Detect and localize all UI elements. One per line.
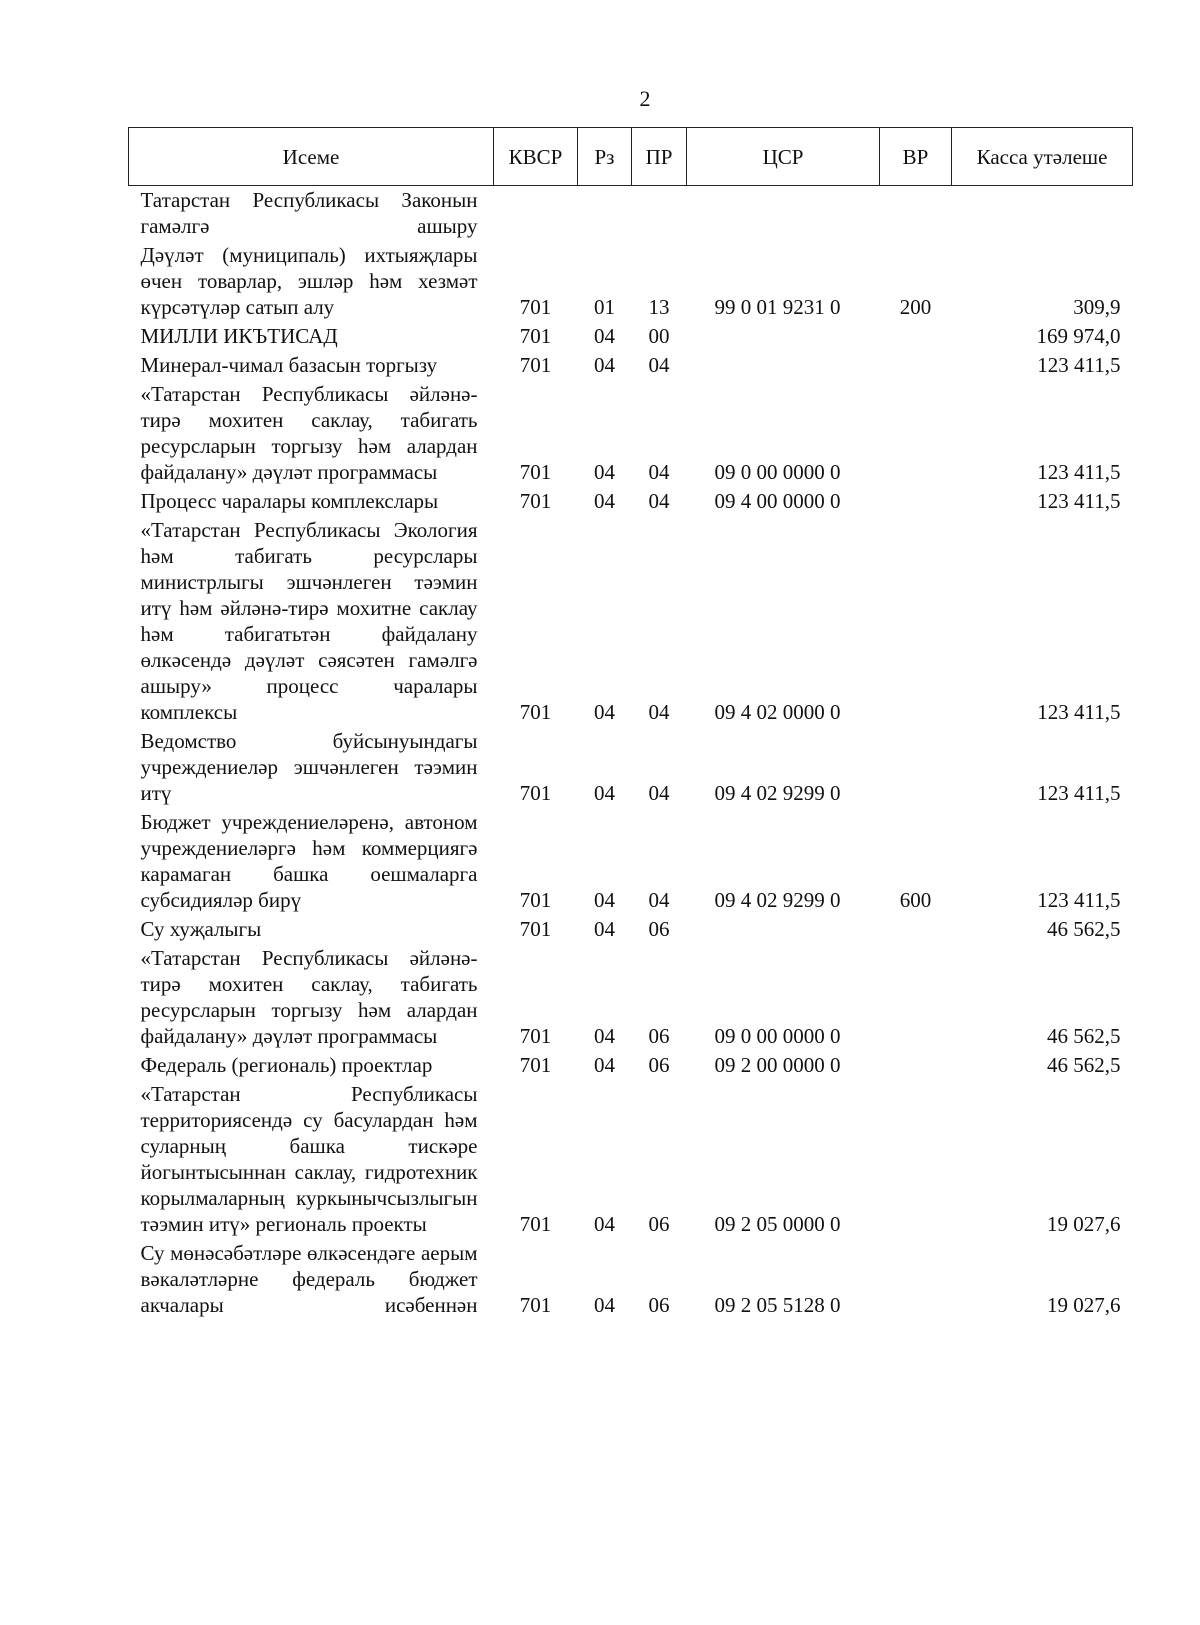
row-pr: 06 xyxy=(648,1293,670,1317)
table-header xyxy=(129,128,1133,186)
row-csr: 09 4 02 9299 0 xyxy=(714,888,841,912)
row-kassa: 123 411,5 xyxy=(1037,460,1121,484)
row-name: Су мөнәсәбәтләре өлкәсендәге аерым вәкаләтләрне федераль бюджет акчалары исәбеннән xyxy=(140,1241,478,1317)
table-row xyxy=(129,380,1133,487)
table-row xyxy=(129,944,1133,1051)
table-row xyxy=(129,516,1133,727)
row-rz: 04 xyxy=(594,353,615,377)
row-kassa: 169 974,0 xyxy=(1036,324,1121,348)
header-name: Исеме xyxy=(129,128,494,186)
table-row xyxy=(129,1239,1133,1320)
table-row xyxy=(129,351,1133,380)
table-row xyxy=(129,1080,1133,1239)
budget-table xyxy=(128,127,1133,1320)
row-name: МИЛЛИ ИКЪТИСАД xyxy=(140,324,338,348)
row-kassa: 123 411,5 xyxy=(1037,781,1121,805)
row-name: «Татарстан Республикасы әйләнә-тирә мохитен саклау, табигать ресурсларын торгызу һәм алардан файдалану» дәүләт программасы xyxy=(140,946,478,1048)
row-kvsr: 701 xyxy=(519,295,552,319)
table-body xyxy=(129,186,1133,1321)
row-rz: 04 xyxy=(594,489,615,513)
row-kassa: 46 562,5 xyxy=(1047,1024,1121,1048)
table-row xyxy=(129,727,1133,808)
header-kvsr: КВСР xyxy=(494,128,578,186)
row-csr xyxy=(687,915,880,944)
table-row xyxy=(129,808,1133,915)
row-pr: 04 xyxy=(648,700,670,724)
row-name: Ведомство буйсынуындагы учреждениеләр эшчәнлеген тәэмин итү xyxy=(140,729,478,805)
row-vr: 600 xyxy=(899,888,932,912)
row-name: Дәүләт (муниципаль) ихтыяҗлары өчен товарлар, эшләр һәм хезмәт күрсәтүләр сатып алу xyxy=(140,243,478,319)
row-name: Татарстан Республикасы Законын гамәлгә ашыру xyxy=(140,188,478,238)
row-vr xyxy=(880,380,952,487)
row-vr xyxy=(880,322,952,351)
row-rz: 04 xyxy=(594,888,615,912)
row-pr: 13 xyxy=(648,295,670,319)
header-pr: ПР xyxy=(632,128,687,186)
row-csr: 09 4 02 9299 0 xyxy=(714,781,841,805)
row-rz: 04 xyxy=(594,917,615,941)
row-name: Минерал-чимал базасын торгызу xyxy=(140,353,438,377)
row-kvsr: 701 xyxy=(519,1024,552,1048)
row-rz: 04 xyxy=(594,1293,615,1317)
header-rz: Рз xyxy=(578,128,632,186)
row-rz: 04 xyxy=(594,460,615,484)
row-pr: 00 xyxy=(648,324,670,348)
table-row xyxy=(129,1051,1133,1080)
row-vr xyxy=(880,727,952,808)
row-kvsr: 701 xyxy=(519,1212,552,1236)
row-pr xyxy=(632,186,687,242)
row-kvsr: 701 xyxy=(519,700,552,724)
row-csr: 09 0 00 0000 0 xyxy=(714,460,841,484)
row-kassa: 19 027,6 xyxy=(1047,1212,1121,1236)
row-kassa: 309,9 xyxy=(1073,295,1121,319)
row-kvsr: 701 xyxy=(519,353,552,377)
row-rz xyxy=(578,186,632,242)
row-kvsr: 701 xyxy=(519,917,552,941)
row-csr: 09 2 05 0000 0 xyxy=(714,1212,841,1236)
row-rz: 04 xyxy=(594,324,615,348)
row-kassa: 19 027,6 xyxy=(1047,1293,1121,1317)
table-row xyxy=(129,186,1133,242)
header-csr: ЦСР xyxy=(687,128,880,186)
row-vr xyxy=(880,516,952,727)
row-vr xyxy=(880,351,952,380)
row-kvsr: 701 xyxy=(519,781,552,805)
row-kvsr: 701 xyxy=(519,1053,552,1077)
row-kvsr xyxy=(494,186,578,242)
row-csr: 09 0 00 0000 0 xyxy=(714,1024,841,1048)
row-pr: 04 xyxy=(648,460,670,484)
row-vr xyxy=(880,1051,952,1080)
row-vr: 200 xyxy=(899,295,932,319)
row-kvsr: 701 xyxy=(519,1293,552,1317)
row-csr xyxy=(687,351,880,380)
row-kvsr: 701 xyxy=(519,888,552,912)
row-vr xyxy=(880,1239,952,1320)
row-kassa: 123 411,5 xyxy=(1037,888,1121,912)
row-csr: 09 2 00 0000 0 xyxy=(714,1053,841,1077)
row-vr xyxy=(880,944,952,1051)
row-name: Бюджет учреждениеләренә, автоном учреждениеләргә һәм коммерциягә карамаган башка оешмаларга субсидияләр бирү xyxy=(140,810,478,912)
row-name: Су хуҗалыгы xyxy=(140,917,262,941)
row-kassa: 123 411,5 xyxy=(1037,353,1121,377)
row-kvsr: 701 xyxy=(519,324,552,348)
row-csr: 09 4 00 0000 0 xyxy=(714,489,841,513)
row-kvsr: 701 xyxy=(519,460,552,484)
row-kassa xyxy=(952,186,1133,242)
row-csr: 09 4 02 0000 0 xyxy=(714,700,841,724)
row-pr: 06 xyxy=(648,1024,670,1048)
table-row xyxy=(129,322,1133,351)
row-name: «Татарстан Республикасы әйләнә-тирә мохитен саклау, табигать ресурсларын торгызу һәм алардан файдалану» дәүләт программасы xyxy=(140,382,478,484)
row-pr: 06 xyxy=(648,1053,670,1077)
row-name: Федераль (региональ) проектлар xyxy=(140,1053,433,1077)
header-row xyxy=(129,128,1133,186)
table-row xyxy=(129,915,1133,944)
row-pr: 04 xyxy=(648,888,670,912)
row-rz: 04 xyxy=(594,1212,615,1236)
row-kvsr: 701 xyxy=(519,489,552,513)
header-vr: ВР xyxy=(880,128,952,186)
row-kassa: 46 562,5 xyxy=(1047,1053,1121,1077)
row-name: «Татарстан Республикасы Экология һәм табигать ресурслары министрлыгы эшчәнлеген тәэмин итү һәм әйләнә-тирә мохитне саклау һәм табигатьтән файдалану өлкәсендә дәүләт сәясәтен гамәлгә ашыру» процесс чаралары комплексы xyxy=(140,518,478,724)
row-pr: 06 xyxy=(648,1212,670,1236)
row-csr xyxy=(687,186,880,242)
row-pr: 04 xyxy=(648,489,670,513)
row-rz: 04 xyxy=(594,700,615,724)
row-kassa: 123 411,5 xyxy=(1037,700,1121,724)
row-pr: 06 xyxy=(648,917,670,941)
row-rz: 04 xyxy=(594,1024,615,1048)
row-kassa: 123 411,5 xyxy=(1037,489,1121,513)
row-rz: 04 xyxy=(594,1053,615,1077)
row-name: Процесс чаралары комплекслары xyxy=(140,489,439,513)
row-csr xyxy=(687,322,880,351)
row-csr: 09 2 05 5128 0 xyxy=(714,1293,841,1317)
row-vr xyxy=(880,1080,952,1239)
row-vr xyxy=(880,915,952,944)
row-pr: 04 xyxy=(648,353,670,377)
row-pr: 04 xyxy=(648,781,670,805)
header-kassa: Касса утәлеше xyxy=(952,128,1133,186)
row-csr: 99 0 01 9231 0 xyxy=(714,295,841,319)
row-name: «Татарстан Республикасы территориясендә су басулардан һәм суларның башка тискәре йогынтысыннан саклау, гидротехник корылмаларның куркынычсызлыгын тәэмин итү» региональ проекты xyxy=(140,1082,478,1236)
row-rz: 04 xyxy=(594,781,615,805)
table-row xyxy=(129,487,1133,516)
row-vr xyxy=(880,186,952,242)
page-number: 2 xyxy=(639,86,651,111)
row-vr xyxy=(880,487,952,516)
row-kassa: 46 562,5 xyxy=(1047,917,1121,941)
row-rz: 01 xyxy=(594,295,615,319)
table-row xyxy=(129,241,1133,322)
